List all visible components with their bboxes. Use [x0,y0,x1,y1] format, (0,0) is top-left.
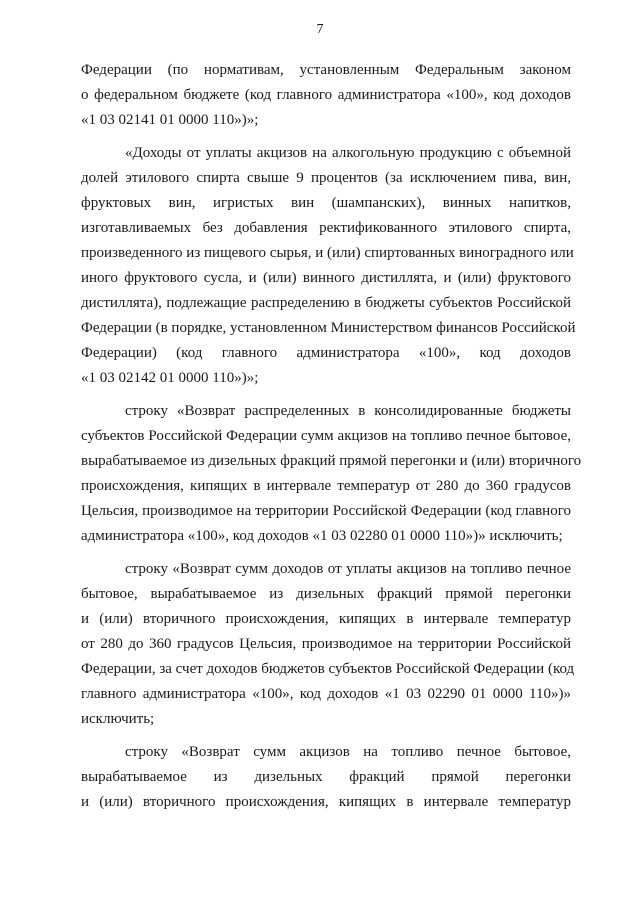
text-line: и (или) вторичного происхождения, кипящих в интервале температур [81,611,571,627]
text-line: вырабатываемое из дизельных фракций прямой перегонки [81,769,571,785]
text-line: долей этилового спирта свыше 9 процентов (за исключением пива, вин, [81,170,571,186]
page-number: 7 [316,22,324,37]
text-line: дистиллята), подлежащие распределению в бюджеты субъектов Российской [81,295,571,311]
text-line: и (или) вторичного происхождения, кипящих в интервале температур [81,794,571,810]
text-line: «1 03 02141 01 0000 110»)»; [81,112,259,128]
text-line: «Доходы от уплаты акцизов на алкогольную продукцию с объемной [125,145,571,161]
text-line: от 280 до 360 градусов Цельсия, производимое на территории Российской [81,636,571,652]
text-line: вырабатываемое из дизельных фракций прямой перегонки и (или) вторичного [81,453,582,469]
paragraph [81,740,571,815]
text-line: о федеральном бюджете (код главного администратора «100», код доходов [81,87,571,103]
text-line: Федерации) (код главного администратора «100», код доходов [81,345,571,361]
paragraph [81,557,575,732]
text-line: происхождения, кипящих в интервале температур от 280 до 360 градусов [81,478,571,494]
text-line: Цельсия, производимое на территории Российской Федерации (код главного [81,503,571,519]
text-line: произведенного из пищевого сырья, и (или) спиртованных виноградного или [81,245,574,261]
text-line: изготавливаемых без добавления ректификованного этилового спирта, [81,220,571,236]
text-line: строку «Возврат сумм акцизов на топливо печное бытовое, [125,744,571,760]
text-line: иного фруктового сусла, и (или) винного дистиллята, и (или) фруктового [81,270,571,286]
text-line: Федерации (по нормативам, установленным Федеральным законом [81,62,571,78]
text-line: Федерации (в порядке, установленном Министерством финансов Российской [81,320,576,336]
text-line: исключить; [81,711,155,727]
text-line: субъектов Российской Федерации сумм акцизов на топливо печное бытовое, [81,428,571,444]
text-line: администратора «100», код доходов «1 03 02280 01 0000 110»)» исключить; [81,528,563,544]
text-line: фруктовых вин, игристых вин (шампанских), винных напитков, [81,195,571,211]
text-line: бытовое, вырабатываемое из дизельных фракций прямой перегонки [81,586,571,602]
text-line: Федерации, за счет доходов бюджетов субъектов Российской Федерации (код [81,661,575,677]
paragraph [81,141,576,391]
text-line: строку «Возврат распределенных в консолидированные бюджеты [125,403,571,419]
document-body [81,58,582,823]
paragraph [81,58,571,133]
text-line: «1 03 02142 01 0000 110»)»; [81,370,259,386]
text-line: главного администратора «100», код доходов «1 03 02290 01 0000 110»)» [81,686,571,702]
paragraph [81,399,582,549]
text-line: строку «Возврат сумм доходов от уплаты акцизов на топливо печное [125,561,571,577]
